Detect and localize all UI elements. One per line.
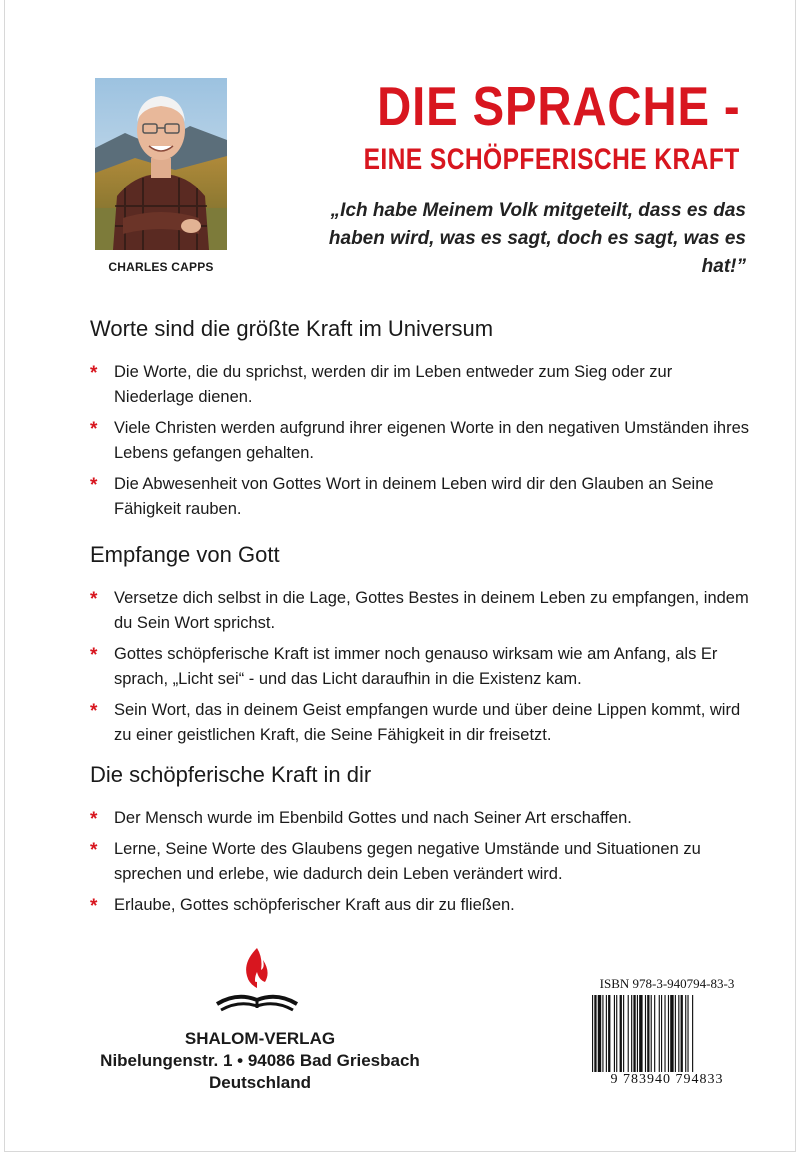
list-item	[90, 837, 750, 887]
isbn-label: ISBN 978-3-940794-83-3	[599, 976, 735, 991]
asterisk-bullet-icon: *	[90, 589, 98, 610]
publisher-country: Deutschland	[208, 1073, 312, 1092]
author-name: CHARLES CAPPS	[108, 260, 214, 274]
asterisk-bullet-icon: *	[90, 645, 98, 666]
publisher-name: SHALOM-VERLAG	[184, 1029, 336, 1048]
list-item	[90, 698, 750, 748]
section-heading: Empfange von Gott	[90, 542, 280, 567]
asterisk-bullet-icon: *	[90, 840, 98, 861]
barcode-number: 9 783940 794833	[592, 1072, 742, 1088]
list-item-text: Die Abwesenheit von Gottes Wort in deinem Leben wird dir den Glauben an Seine Fähigkeit rauben.	[114, 475, 714, 518]
list-item	[90, 416, 750, 466]
list-item	[90, 806, 750, 831]
list-item-text: Sein Wort, das in deinem Geist empfangen wurde und über deine Lippen kommt, wird zu einer geistlichen Kraft, die Seine Fähigkeit in dir freisetzt.	[114, 701, 741, 744]
list-item	[90, 586, 750, 636]
asterisk-bullet-icon: *	[90, 809, 98, 830]
section-creative-power	[90, 762, 750, 924]
book-title-line2: EINE SCHÖPFERISCHE KRAFT	[363, 143, 740, 176]
list-item-text: Versetze dich selbst in die Lage, Gottes Bestes in deinem Leben zu empfangen, indem du Sein Wort sprichst.	[114, 589, 749, 632]
asterisk-bullet-icon: *	[90, 419, 98, 440]
asterisk-bullet-icon: *	[90, 363, 98, 384]
section-receive-from-god	[90, 542, 750, 754]
publisher-logo	[213, 944, 301, 1016]
barcode-icon	[592, 995, 742, 1081]
list-item-text: Gottes schöpferische Kraft ist immer noch genauso wirksam wie am Anfang, als Er sprach, „Licht sei“ - und das Licht daraufhin in die Existenz kam.	[114, 645, 718, 688]
list-item-text: Die Worte, die du sprichst, werden dir im Leben entweder zum Sieg oder zur Niederlage dienen.	[114, 363, 673, 406]
publisher-address: Nibelungenstr. 1 • 94086 Bad Griesbach	[100, 1051, 420, 1070]
bullet-list	[90, 806, 750, 918]
list-item	[90, 360, 750, 410]
author-portrait-icon	[95, 78, 227, 250]
section-heading: Die schöpferische Kraft in dir	[90, 762, 372, 787]
publisher-info	[70, 1028, 450, 1094]
list-item	[90, 893, 750, 918]
author-photo	[95, 78, 227, 250]
bullet-list	[90, 586, 750, 748]
section-words-power	[90, 316, 750, 528]
list-item-text: Der Mensch wurde im Ebenbild Gottes und nach Seiner Art erschaffen.	[114, 809, 632, 827]
list-item	[90, 642, 750, 692]
list-item-text: Viele Christen werden aufgrund ihrer eigenen Worte in den negativen Umständen ihres Lebens gefangen gehalten.	[114, 419, 750, 462]
section-heading: Worte sind die größte Kraft im Universum	[90, 316, 494, 341]
quote-text: „Ich habe Meinem Volk mitgeteilt, dass es das haben wird, was es sagt, doch es sagt, was es hat!”	[328, 200, 746, 277]
asterisk-bullet-icon: *	[90, 475, 98, 496]
list-item	[90, 472, 750, 522]
flame-open-book-logo-icon	[213, 944, 301, 1016]
book-title-line1: DIE SPRACHE -	[376, 75, 740, 137]
bullet-list	[90, 360, 750, 522]
list-item-text: Erlaube, Gottes schöpferischer Kraft aus dir zu fließen.	[114, 896, 515, 914]
asterisk-bullet-icon: *	[90, 701, 98, 722]
asterisk-bullet-icon: *	[90, 896, 98, 917]
list-item-text: Lerne, Seine Worte des Glaubens gegen negative Umstände und Situationen zu sprechen und erlebe, wie dadurch dein Leben verändert wird.	[114, 840, 701, 883]
